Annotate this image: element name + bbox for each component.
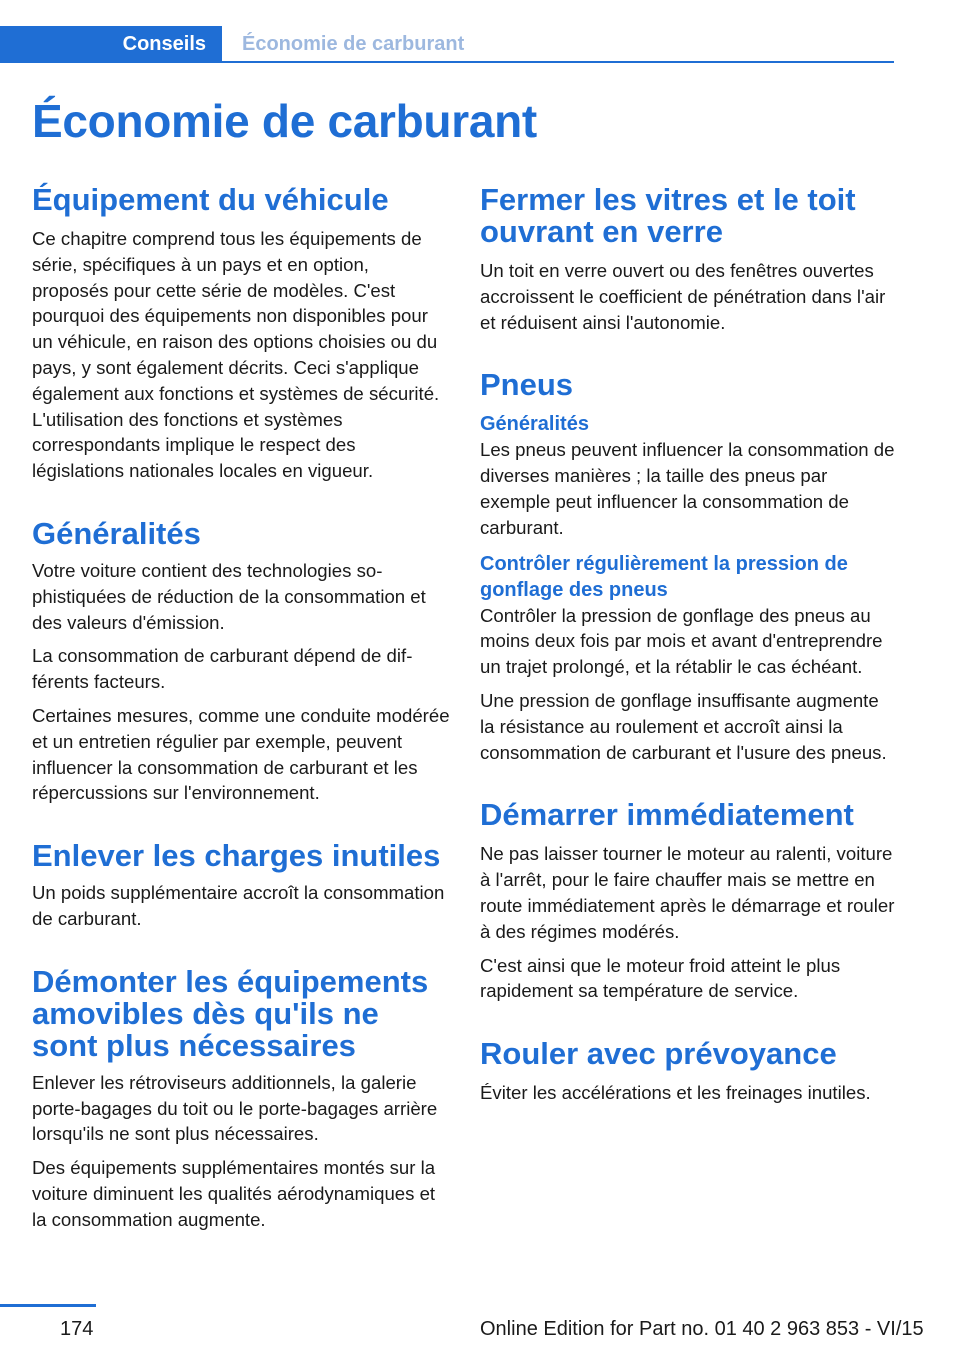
section-heading-equipement: Équipement du véhicule [32, 182, 389, 217]
section-heading-demarrer: Démarrer immédiatement [480, 797, 854, 833]
paragraph: Contrôler la pression de gonflage des pneus au moins deux fois par mois et avant d'entreprendre un trajet prolongé, et la rétablir le cas échéant. [480, 604, 883, 678]
section-heading-generalites: Généralités [32, 515, 201, 551]
paragraph: La consommation de carburant dépend de différents facteurs. [32, 645, 413, 693]
paragraph: Éviter les accélérations et les freinages inutiles. [480, 1082, 871, 1104]
edition-note: Online Edition for Part no. 01 40 2 963 853 - VI/15 [480, 1318, 924, 1340]
right-column [480, 184, 898, 1106]
paragraph: Enlever les rétroviseurs additionnels, la galerie porte-bagages du toit ou le porte-bagages arrière lorsqu'ils ne sont plus nécessaires. [32, 1071, 438, 1145]
left-column [32, 184, 450, 1233]
page-title: Économie de carburant [32, 95, 537, 147]
section-heading-prevoyance: Rouler avec prévoyance [480, 1036, 837, 1072]
paragraph: Ce chapitre comprend tous les équipements de série, spécifiques à un pays et en option, proposés pour cette série de modèles. C'est pourquoi des équipements non disponibles pour un véhicule, en raison des options choisies ou du pays, y sont également décrits. Ceci s'applique également aux fonctions et systèmes de sécurité. L'utilisation des fonctions et systèmes correspondants implique le respect des législations nationales locales en vigueur. [32, 228, 440, 482]
paragraph: Votre voiture contient des technologies sophistiquées de réduction de la consommation et des valeurs d'émission. [32, 559, 426, 633]
tab-economie-de-carburant[interactable]: Économie de carburant [242, 32, 465, 55]
footer-divider [0, 1304, 96, 1307]
paragraph: Une pression de gonflage insuffisante augmente la résistance au roulement et accroît ainsi la consommation de carburant et l'usure des pneus. [480, 689, 887, 763]
section-heading-charges-inutiles: Enlever les charges inutiles [32, 838, 441, 874]
paragraph: C'est ainsi que le moteur froid atteint le plus rapidement sa température de service. [480, 954, 841, 1002]
header-bar [0, 0, 960, 64]
paragraph: Ne pas laisser tourner le moteur au ralenti, voiture à l'arrêt, pour le faire chauffer mais se mettre en route immédiatement après le démarrage et rouler à des régimes modérés. [480, 843, 895, 942]
section-heading-vitres-toit: Fermer les vitres et le toit ouvrant en verre [480, 182, 856, 249]
section-heading-pneus: Pneus [480, 367, 574, 403]
paragraph: Des équipements supplémentaires montés sur la voiture diminuent les qualités aérodynamiques et la consommation augmente. [32, 1157, 436, 1230]
paragraph: Les pneus peuvent influencer la consommation de diverses manières ; la taille des pneus par exemple peut influencer la consommation de carburant. [480, 439, 895, 538]
section-heading-equipements-amovibles: Démonter les équipements amovibles dès qu'ils ne sont plus nécessaires [32, 963, 429, 1063]
header-divider [0, 61, 894, 63]
subheading-generalites: Généralités [480, 413, 589, 436]
paragraph: Certaines mesures, comme une conduite modérée et un entretien régulier par exemple, peuvent influencer la consommation de carburant et les répercussions sur l'environnement. [32, 704, 450, 804]
paragraph: Un poids supplémentaire accroît la consommation de carburant. [32, 882, 445, 929]
page-number: 174 [60, 1318, 94, 1340]
tab-conseils[interactable]: Conseils [0, 26, 222, 62]
paragraph: Un toit en verre ouvert ou des fenêtres ouvertes accroissent le coefficient de pénétration dans l'air et réduisent ainsi l'autonomie. [480, 260, 886, 333]
subheading-pression-gonflage: Contrôler régulièrement la pression de gonflage des pneus [480, 552, 848, 601]
